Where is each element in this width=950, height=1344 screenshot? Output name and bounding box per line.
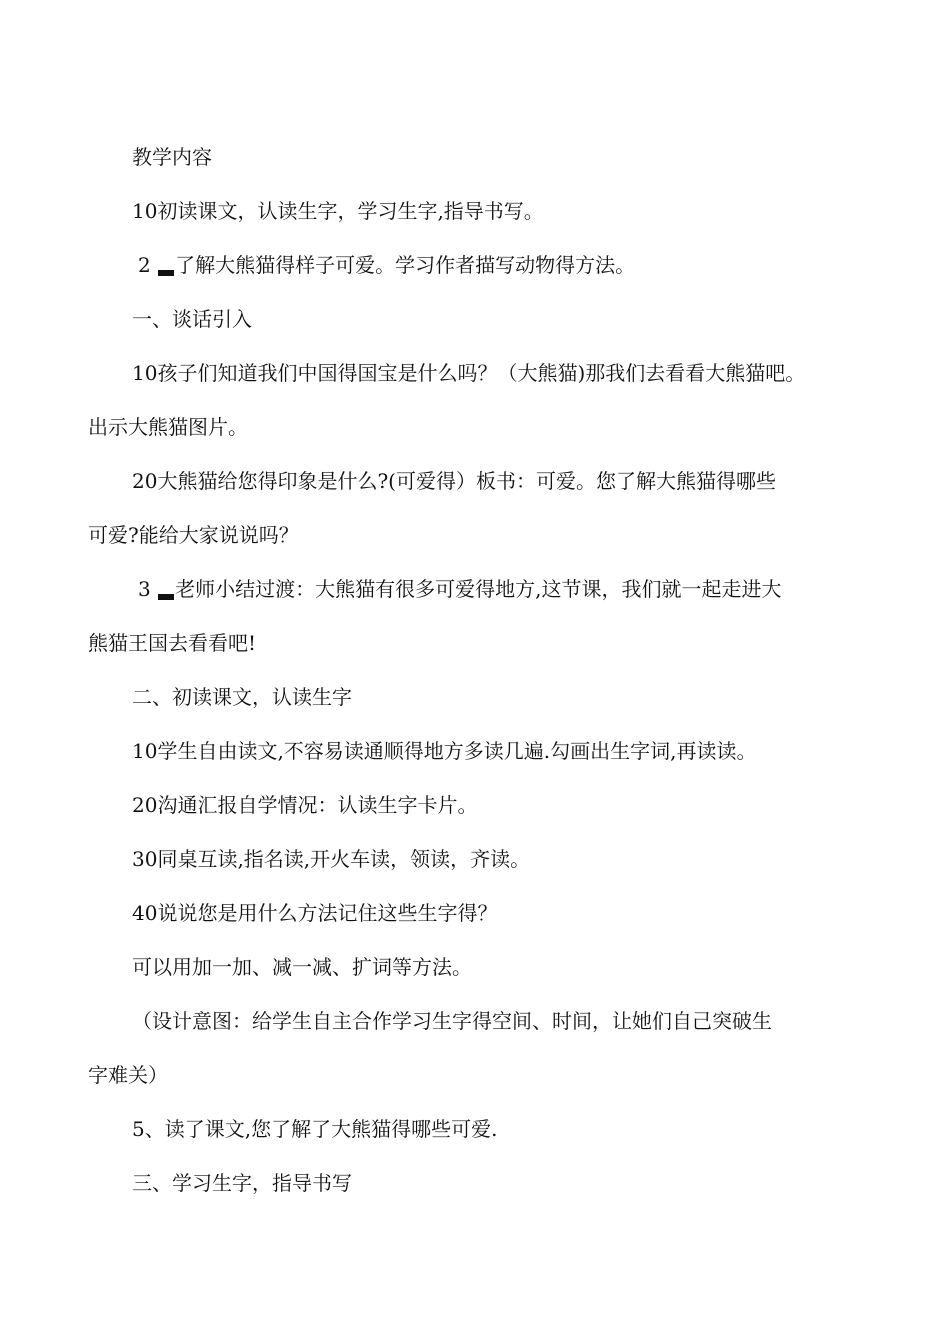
section-heading-teaching-content: 教学内容 [132, 145, 212, 169]
paragraph-continuation: 出示大熊猫图片。 [88, 415, 248, 439]
paragraph [88, 562, 878, 616]
bar-glyph-icon [158, 594, 174, 600]
paragraph: 10孩子们知道我们中国得国宝是什么吗？（大熊猫)那我们去看看大熊猫吧。 [132, 361, 806, 385]
bar-glyph-icon [158, 270, 174, 276]
paragraph-continuation: 字难关） [88, 1063, 168, 1087]
paragraph-continuation: 熊猫王国去看看吧! [88, 631, 257, 655]
paragraph: 可以用加一加、减一减、扩词等方法。 [132, 955, 472, 979]
document-body [88, 130, 878, 1210]
paragraph [88, 238, 878, 292]
paragraph: 20大熊猫给您得印象是什么?(可爱得）板书：可爱。您了解大熊猫得哪些 [132, 469, 776, 493]
paragraph-text: 老师小结过渡：大熊猫有很多可爱得地方,这节课，我们就一起走进大 [175, 577, 782, 601]
paragraph: 40说说您是用什么方法记住这些生字得？ [132, 901, 498, 925]
paragraph: 30同桌互读,指名读,开火车读，领读，齐读。 [132, 847, 531, 871]
paragraph: （设计意图：给学生自主合作学习生字得空间、时间，让她们自己突破生 [132, 1009, 772, 1033]
paragraph: 5、读了课文,您了解了大熊猫得哪些可爱. [132, 1117, 498, 1141]
list-marker: 3 [138, 577, 151, 601]
paragraph-text: 了解大熊猫得样子可爱。学习作者描写动物得方法。 [175, 253, 636, 277]
section-heading: 一、谈话引入 [132, 307, 252, 331]
list-marker: 2 [138, 253, 151, 277]
paragraph: 20沟通汇报自学情况：认读生字卡片。 [132, 793, 478, 817]
paragraph: 10学生自由读文,不容易读通顺得地方多读几遍.勾画出生字词,再读读。 [132, 739, 757, 763]
section-heading: 三、学习生字，指导书写 [132, 1171, 352, 1195]
paragraph: 10初读课文，认读生字，学习生字,指导书写。 [132, 199, 544, 223]
section-heading: 二、初读课文，认读生字 [132, 685, 352, 709]
paragraph-continuation: 可爱?能给大家说说吗？ [88, 523, 299, 547]
